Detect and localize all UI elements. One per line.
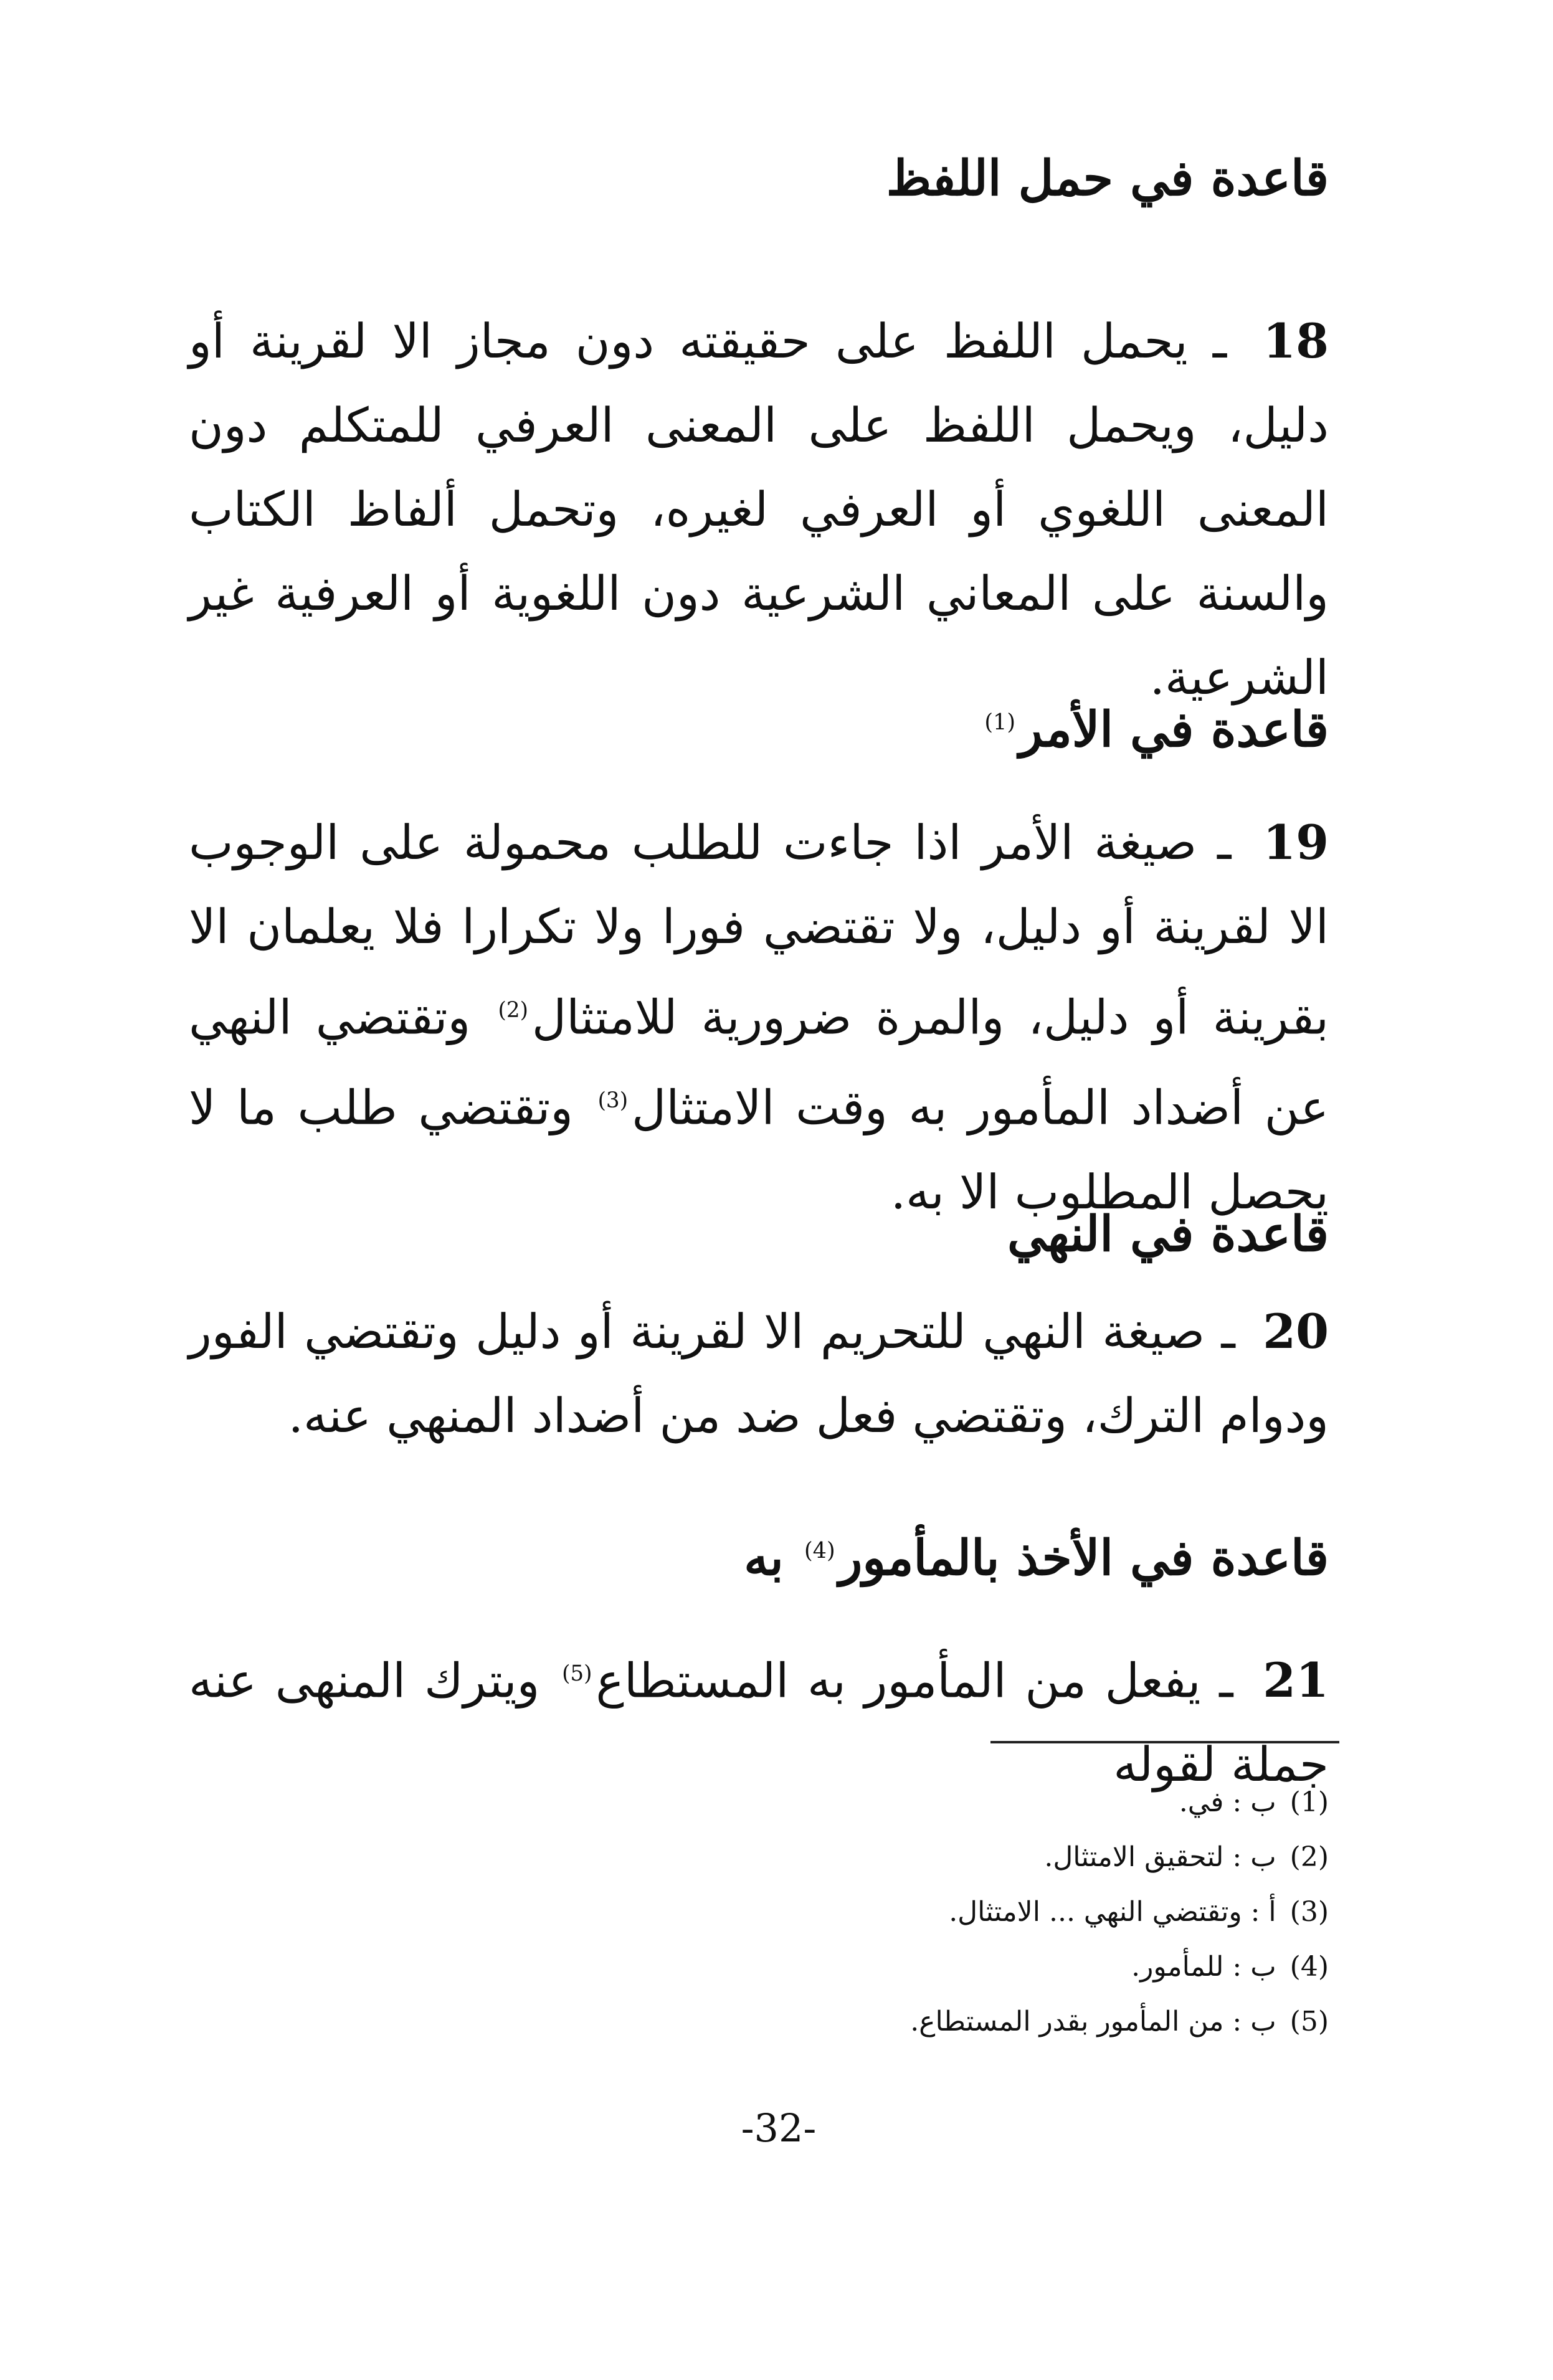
footnote-ref: (4): [804, 1538, 835, 1563]
section-heading-amr: [981, 701, 1329, 759]
rule-number: 21: [1263, 1652, 1329, 1709]
footnote-item: [644, 1885, 1329, 1940]
section-heading-nahy: [1007, 1205, 1329, 1264]
rule-text: ـ يفعل من المأمور به المستطاع: [596, 1652, 1233, 1709]
section-heading-lafz: [886, 149, 1329, 208]
footnote-ref: (5): [562, 1661, 592, 1686]
footnote-item: [644, 1994, 1329, 2049]
rule-text: ـ صيغة النهي للتحريم الا لقرينة أو دليل وتقتضي الفور ودوام الترك، وتقتضي فعل ضد من أضداد المنهي عنه.: [189, 1304, 1329, 1443]
section-heading-akhdh: [744, 1529, 1329, 1588]
footnote-text: ب : في.: [1179, 1786, 1276, 1818]
footnote-item: [644, 1775, 1329, 1830]
footnote-text: أ : وتقتضي النهي ... الامتثال.: [949, 1896, 1276, 1928]
rule-18-paragraph: [189, 299, 1329, 719]
footnote-item: [644, 1830, 1329, 1885]
rule-number: 18: [1263, 313, 1329, 369]
rule-text: وتقتضي طلب ما لا يحصل المطلوب الا به.: [189, 1079, 1329, 1220]
heading-text: قاعدة في الأخذ بالمأمور: [838, 1530, 1329, 1586]
rule-text: ـ يحمل اللفظ على حقيقته دون مجاز الا لقرينة أو دليل، ويحمل اللفظ على المعنى العرفي للمتكلم دون المعنى اللغوي أو العرفي لغيره، وتحمل ألفاظ الكتاب والسنة على المعاني الشرعية دون اللغوية أو العرفية غير الشرعية.: [189, 313, 1329, 705]
page-number: -32-: [741, 2105, 817, 2151]
rule-text: ويترك المنهى عنه جملة لقوله: [189, 1652, 1329, 1793]
rule-number: 19: [1263, 815, 1329, 870]
footnote-ref: (3): [597, 1088, 629, 1114]
heading-text-continued: به: [744, 1530, 784, 1586]
footnote-mark: (4): [1289, 1951, 1329, 1983]
rule-text: ـ صيغة الأمر اذا جاءت للطلب محمولة على الوجوب الا لقرينة أو دليل، ولا تقتضي فورا ولا تكرارا فلا يعلمان الا بقرينة أو دليل، والمرة ضرورية للامتثال: [189, 815, 1329, 1045]
footnote-text: ب : لتحقيق الامتثال.: [1044, 1841, 1276, 1873]
footnotes-list: [644, 1775, 1329, 2049]
footnote-separator: [990, 1741, 1339, 1743]
rule-19-paragraph: [189, 800, 1329, 1234]
footnote-mark: (3): [1289, 1896, 1329, 1928]
footnote-mark: (2): [1289, 1841, 1329, 1873]
rule-20-paragraph: [189, 1289, 1329, 1458]
footnote-text: ب : من المأمور بقدر المستطاع.: [910, 2006, 1276, 2037]
footnote-item: [644, 1940, 1329, 1994]
heading-text: قاعدة في النهي: [1007, 1206, 1329, 1263]
footnote-text: ب : للمأمور.: [1131, 1951, 1276, 1983]
footnote-mark: (1): [1289, 1786, 1329, 1818]
rule-number: 20: [1263, 1304, 1329, 1359]
heading-text: قاعدة في حمل اللفظ: [886, 150, 1329, 207]
footnote-ref: (2): [498, 998, 528, 1023]
rule-text: وتقتضي النهي عن أضداد المأمور به وقت الامتثال: [189, 989, 1329, 1135]
footnote-ref: (1): [984, 709, 1016, 735]
footnote-mark: (5): [1289, 2006, 1329, 2037]
heading-text: قاعدة في الأمر: [1019, 701, 1329, 758]
